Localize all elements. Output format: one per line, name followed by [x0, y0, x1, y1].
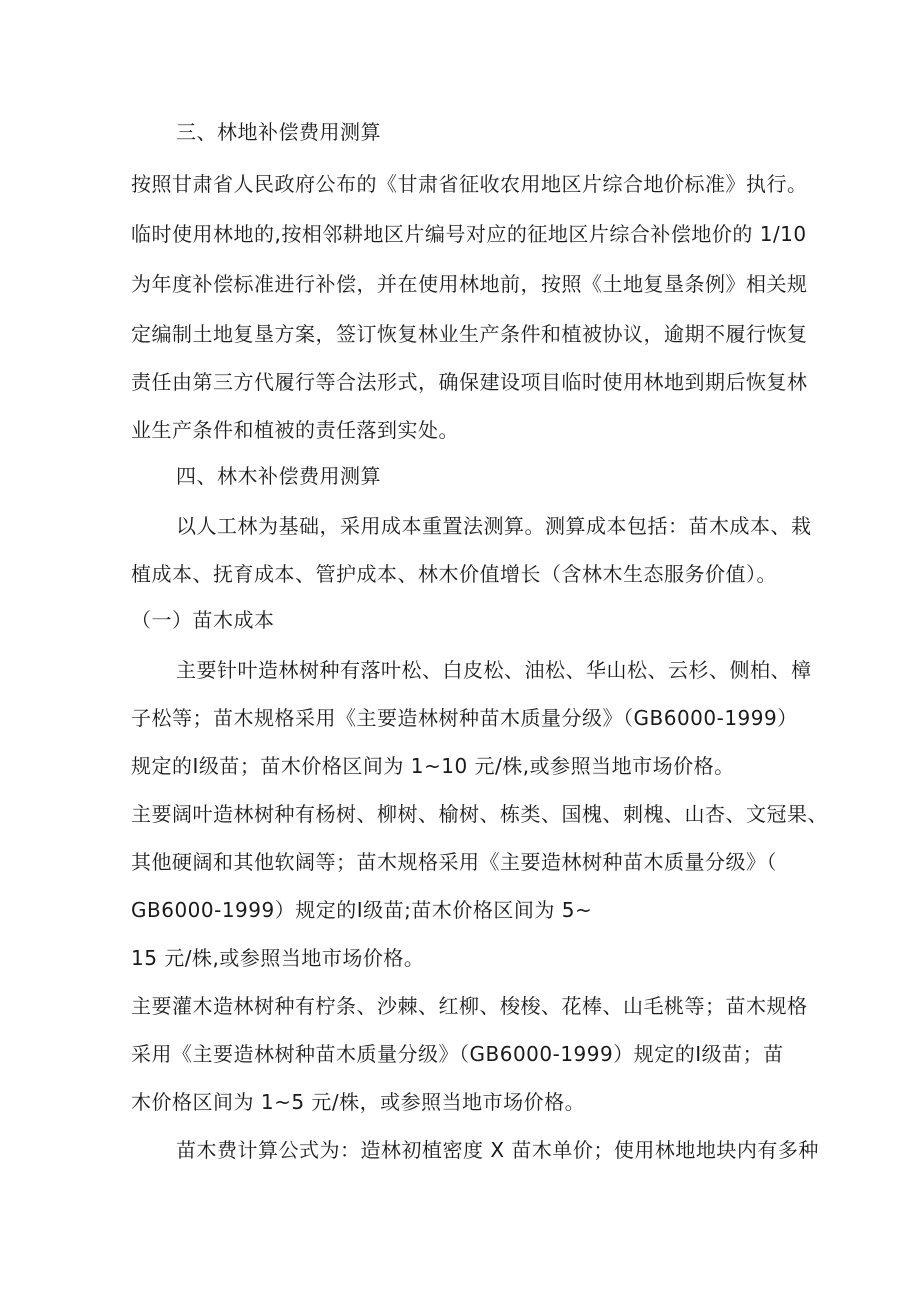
paragraph-line: 临时使用林地的,按相邻耕地区片编号对应的征地区片综合补偿地价的 1/10	[131, 222, 807, 246]
section-4-heading: 四、林木补偿费用测算	[176, 464, 381, 488]
paragraph-line: 按照甘肃省人民政府公布的《甘肃省征收农用地区片综合地价标准》执行。	[131, 172, 808, 196]
paragraph-line: 苗木费计算公式为：造林初植密度 X 苗木单价；使用林地地块内有多种	[176, 1138, 819, 1162]
subsection-heading: （一）苗木成本	[131, 608, 275, 632]
paragraph-line: 木价格区间为 1~5 元/株，或参照当地市场价格。	[131, 1090, 586, 1114]
section-3-heading: 三、林地补偿费用测算	[176, 120, 381, 144]
paragraph-line: 主要针叶造林树种有落叶松、白皮松、油松、华山松、云杉、侧柏、樟	[176, 658, 812, 682]
paragraph-line: GB6000-1999）规定的Ⅰ级苗;苗木价格区间为 5~	[131, 898, 593, 922]
paragraph-line: 其他硬阔和其他软阔等；苗木规格采用《主要造林树种苗木质量分级》（	[131, 850, 777, 874]
paragraph-line: 植成本、抚育成本、管护成本、林木价值增长（含林木生态服务价值）。	[131, 562, 777, 586]
paragraph-line: 主要阔叶造林树种有杨树、柳树、榆树、栋类、国槐、刺槐、山杏、文冠果、	[131, 802, 828, 826]
paragraph-line: 责任由第三方代履行等合法形式，确保建设项目临时使用林地到期后恢复林	[131, 370, 808, 394]
paragraph-line: 定编制土地复垦方案，签订恢复林业生产条件和植被协议，逾期不履行恢复	[131, 322, 808, 346]
paragraph-line: 为年度补偿标准进行补偿，并在使用林地前，按照《土地复垦条例》相关规	[131, 272, 808, 296]
paragraph-line: 规定的Ⅰ级苗；苗木价格区间为 1~10 元/株,或参照当地市场价格。	[131, 754, 735, 778]
paragraph-line: 15 元/株,或参照当地市场价格。	[131, 946, 425, 970]
paragraph-line: 子松等；苗木规格采用《主要造林树种苗木质量分级》（GB6000-1999）	[131, 706, 798, 730]
paragraph-line: 业生产条件和植被的责任落到实处。	[131, 418, 459, 442]
paragraph-line: 以人工林为基础，采用成本重置法测算。测算成本包括：苗木成本、栽	[176, 514, 812, 538]
paragraph-line: 采用《主要造林树种苗木质量分级》（GB6000-1999）规定的Ⅰ级苗；苗	[131, 1042, 784, 1066]
paragraph-line: 主要灌木造林树种有柠条、沙棘、红柳、梭梭、花棒、山毛桃等；苗木规格	[131, 994, 808, 1018]
